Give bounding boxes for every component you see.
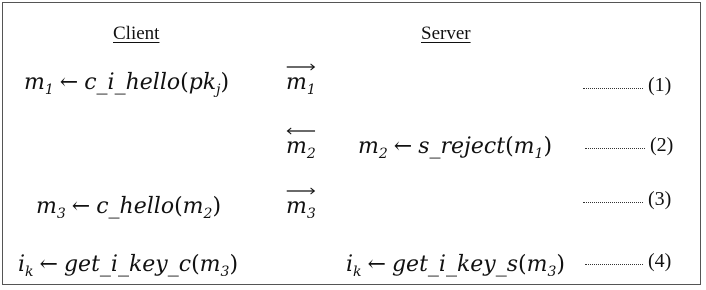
message-arrow: $m_3$ [286,194,316,222]
client-header: Client [113,23,160,44]
message-arrow: $m_1$ [286,70,316,98]
dotted-leader [583,202,643,203]
dotted-leader [583,88,643,89]
dotted-leader [585,148,645,149]
server-expression: $m_2$ ← $s\_reject(m_1)$ [358,134,553,162]
step-number: (4) [648,250,672,272]
right-arrow-icon [286,63,316,71]
server-expression: $i_k$ ← $get\_i\_key\_s(m_3)$ [346,252,566,280]
step-number: (3) [648,188,672,210]
protocol-row-4 [0,244,706,284]
client-expression: $m_3$ ← $c\_hello(m_2)$ [36,194,222,222]
step-number: (2) [650,134,674,156]
dotted-leader [585,264,643,265]
protocol-row-2 [0,126,706,166]
right-arrow-icon [286,187,316,195]
message-arrow: $m_2$ [286,134,316,162]
server-header: Server [421,23,471,44]
protocol-row-1 [0,64,706,104]
left-arrow-icon [286,127,316,135]
protocol-row-3 [0,186,706,226]
step-number: (1) [648,74,672,96]
client-expression: $i_k$ ← $get\_i\_key\_c(m_3)$ [18,252,239,280]
client-expression: $m_1$ ← $c\_i\_hello(pk_j)$ [24,70,230,98]
